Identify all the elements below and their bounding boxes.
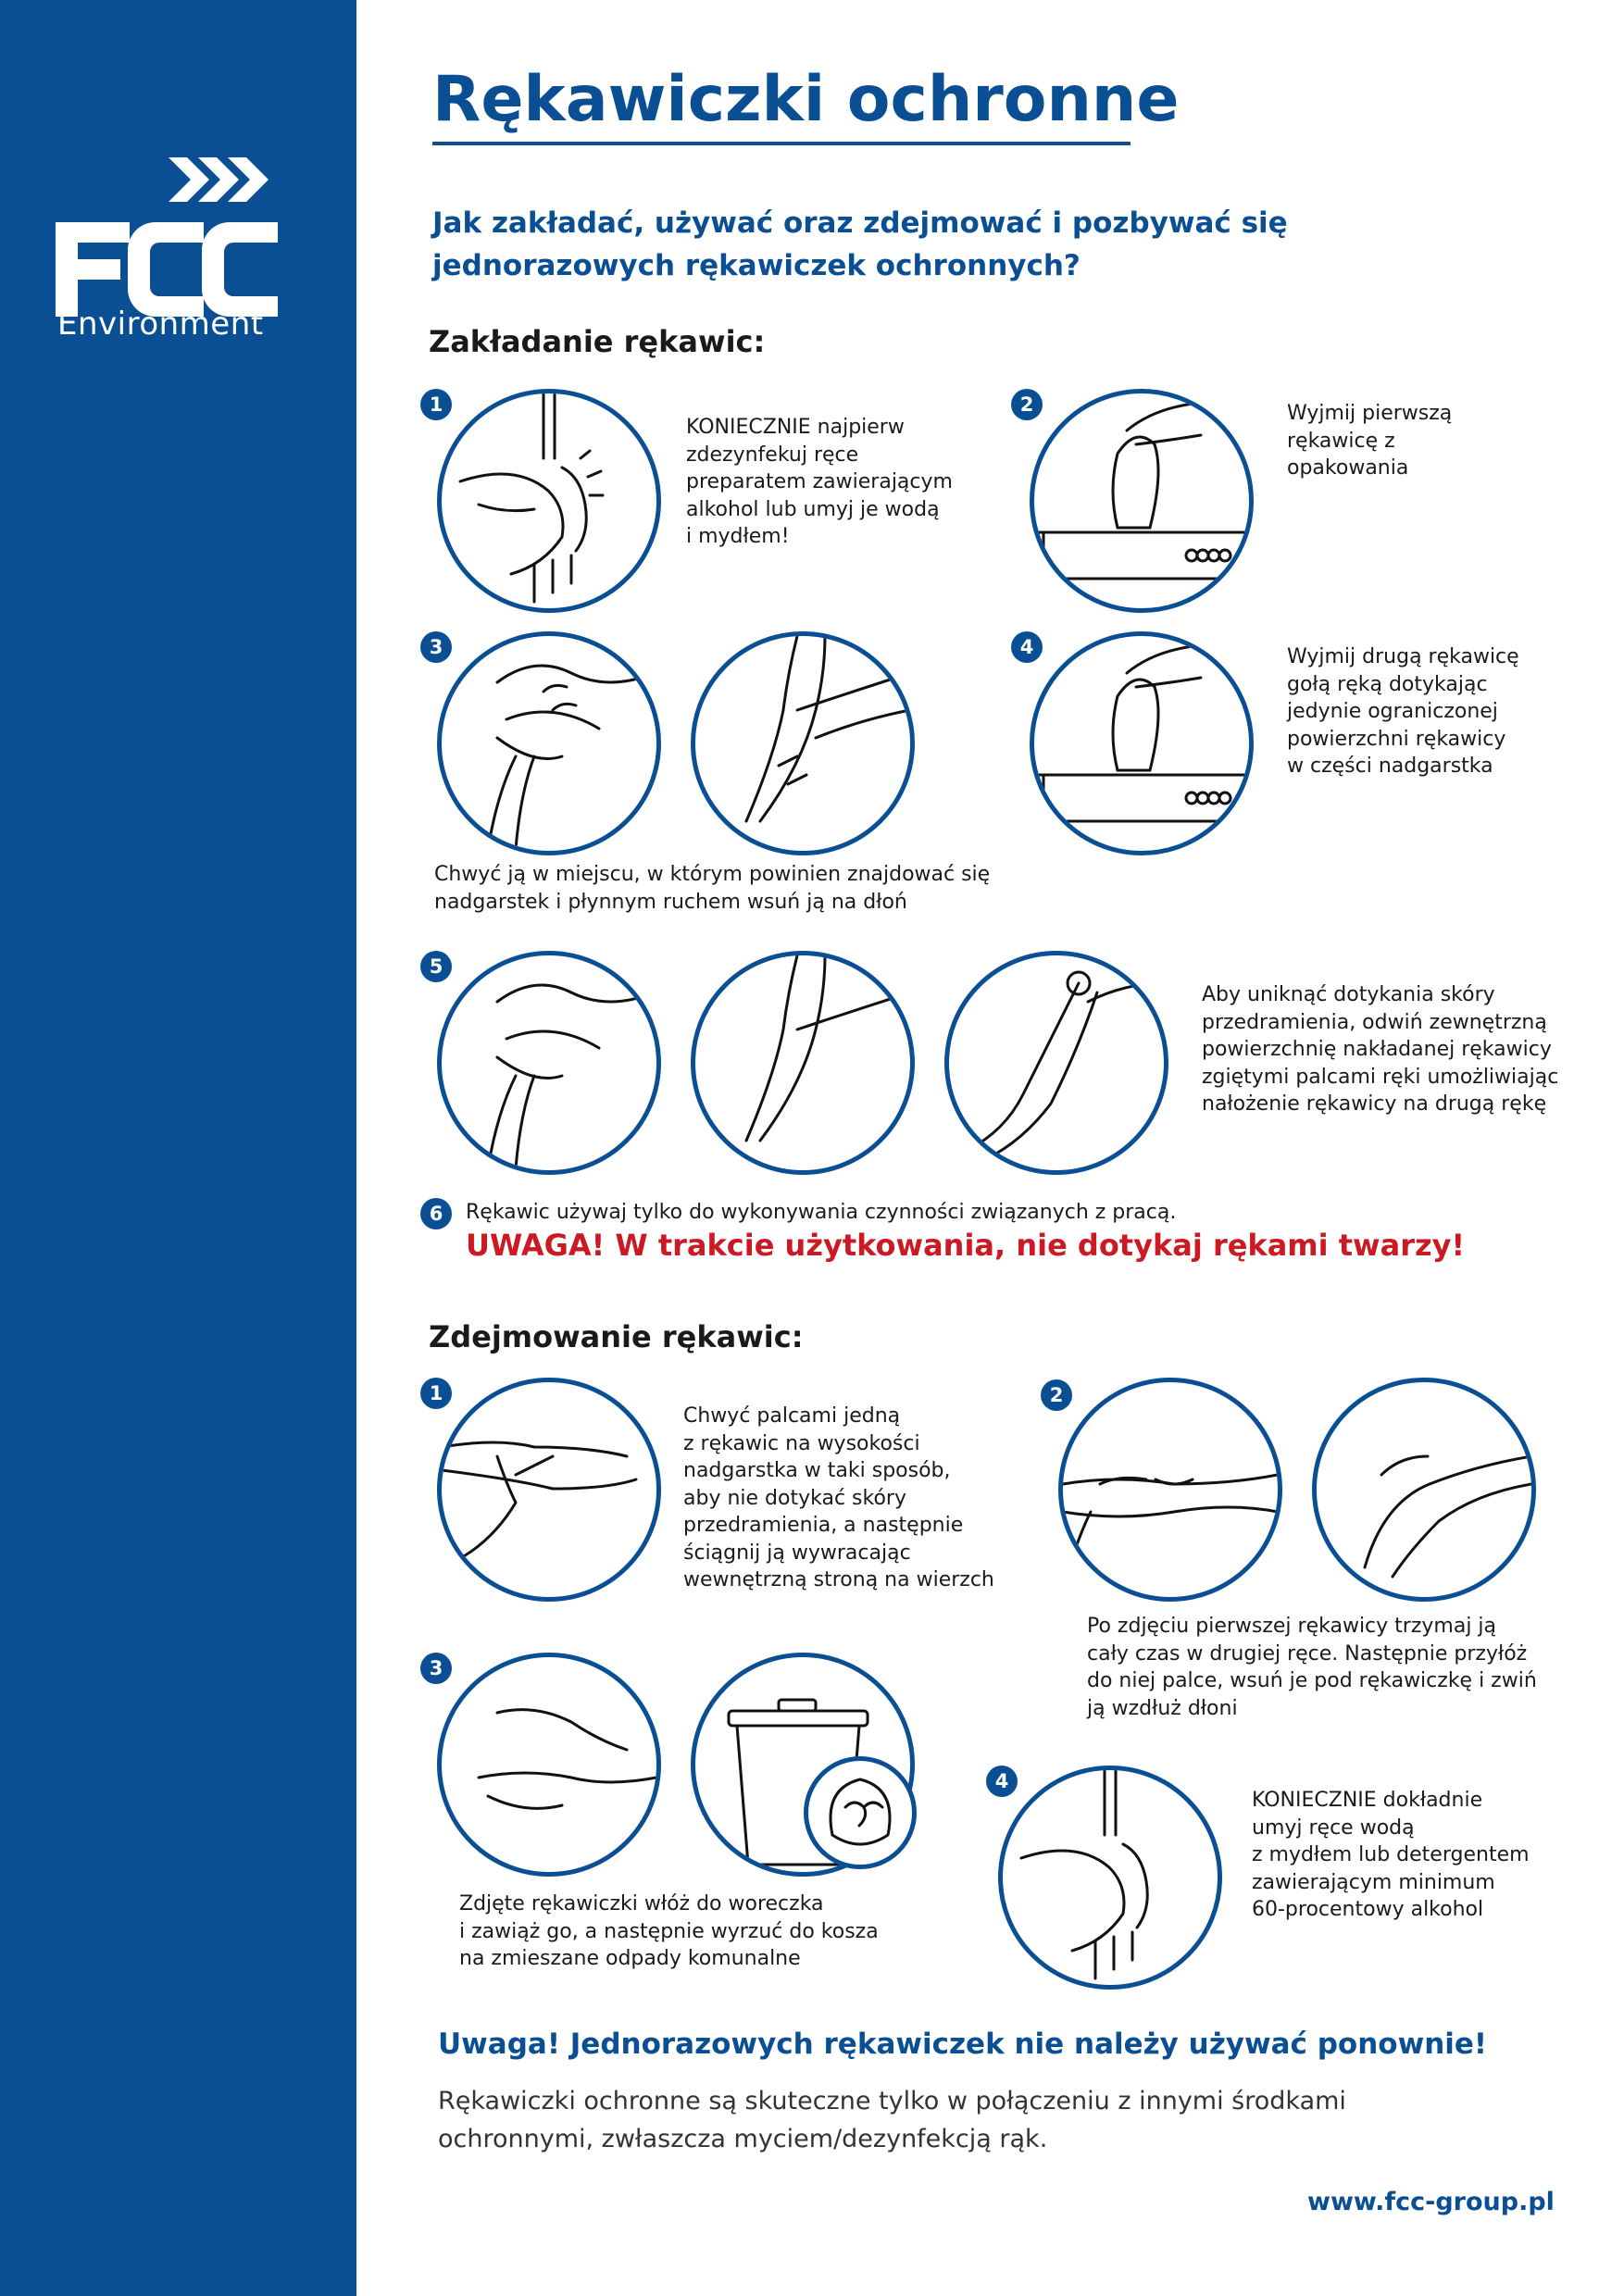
glove-removal-illustration <box>437 1378 661 1602</box>
section-heading-taking-off: Zdejmowanie rękawic: <box>429 1319 804 1354</box>
face-touch-warning: UWAGA! W trakcie użytkowania, nie dotykaj rękami twarzy! <box>466 1228 1466 1263</box>
step-text: Po zdjęciu pierwszej rękawicy trzymaj ją cały czas w drugiej ręce. Następnie przyłóż do niej palce, wsuń je pod rękawiczkę i zwiń ją wzdłuż dłoni <box>1087 1615 1537 1720</box>
glove-pull-illustration <box>437 631 661 855</box>
second-glove-box-illustration <box>1030 631 1254 855</box>
step-text: Chwyć ją w miejscu, w którym powinien znajdować się nadgarstek i płynnym ruchem wsuń ją na dłoń <box>434 863 991 914</box>
info-text: Rękawiczki ochronne są skuteczne tylko w połączeniu z innymi środkami ochronnymi, zwłaszcza myciem/dezynfekcją rąk. <box>438 2087 1346 2153</box>
step-number: 4 <box>1011 631 1043 663</box>
title-underline <box>432 142 1131 145</box>
step-text: Wyjmij pierwszą rękawicę z opakowania <box>1287 402 1453 480</box>
glove-pull-second-illustration <box>437 951 661 1175</box>
glove-box-illustration <box>1030 389 1254 613</box>
brand-subtitle: Environment <box>57 306 264 343</box>
step-number: 3 <box>420 1653 452 1684</box>
step-text: KONIECZNIE dokładnie umyj ręce wodą z mydłem lub detergentem zawierającym minimum 60-procentowy alkohol <box>1252 1789 1530 1921</box>
step-number: 4 <box>986 1766 1018 1797</box>
step-text: KONIECZNIE najpierw zdezynfekuj ręce preparatem zawierającym alkohol lub umyj je wodą i mydłem! <box>686 416 953 548</box>
step-number: 6 <box>420 1198 452 1229</box>
glove-on-second-hand-illustration <box>691 951 915 1175</box>
step-text: Zdjęte rękawiczki włóż do woreczka i zawiąż go, a następnie wyrzuć do kosza na zmieszane odpady komunalne <box>459 1892 879 1970</box>
step-number: 5 <box>420 951 452 982</box>
step-number: 1 <box>420 1378 452 1409</box>
reuse-warning: Uwaga! Jednorazowych rękawiczek nie należy używać ponownie! <box>438 2028 1488 2061</box>
final-hand-wash-illustration <box>998 1766 1222 1990</box>
step-number: 3 <box>420 631 452 663</box>
bare-hands-illustration <box>437 1653 661 1877</box>
step-number: 1 <box>420 389 452 420</box>
step-text: Aby uniknąć dotykania skóry przedramienia, odwiń zewnętrzną powierzchnię nakładanej rękawicy zgiętymi palcami ręki umożliwiając nałożenie rękawicy na drugą rękę <box>1202 983 1559 1116</box>
website-link[interactable]: www.fcc-group.pl <box>1307 2188 1555 2216</box>
step-text: Wyjmij drugą rękawicę gołą ręką dotykając jedynie ograniczonej powierzchni rękawicy w części nadgarstka <box>1287 645 1519 778</box>
rolled-glove-illustration <box>1312 1378 1536 1602</box>
page-title: Rękawiczki ochronne <box>432 63 1180 136</box>
step-number: 2 <box>1041 1379 1072 1411</box>
page-subtitle: Jak zakładać, używać oraz zdejmować i pozbywać się jednorazowych rękawiczek ochronnych? <box>432 206 1288 282</box>
section-heading-putting-on: Zakładanie rękawic: <box>429 324 766 359</box>
glove-on-hand-illustration <box>691 631 915 855</box>
step-number: 2 <box>1011 389 1043 420</box>
cuff-roll-illustration <box>944 951 1168 1175</box>
glove-roll-illustration <box>1058 1378 1282 1602</box>
step-text: Rękawic używaj tylko do wykonywania czynności związanych z pracą. <box>466 1201 1177 1224</box>
bag-badge <box>804 1756 917 1869</box>
sidebar <box>0 0 356 2296</box>
step-text: Chwyć palcami jedną z rękawic na wysokości nadgarstka w taki sposób, aby nie dotykać skóry przedramienia, a następnie ściągnij ją wywracając wewnętrzną stroną na wierzch <box>683 1404 994 1591</box>
hand-wash-illustration <box>437 389 661 613</box>
